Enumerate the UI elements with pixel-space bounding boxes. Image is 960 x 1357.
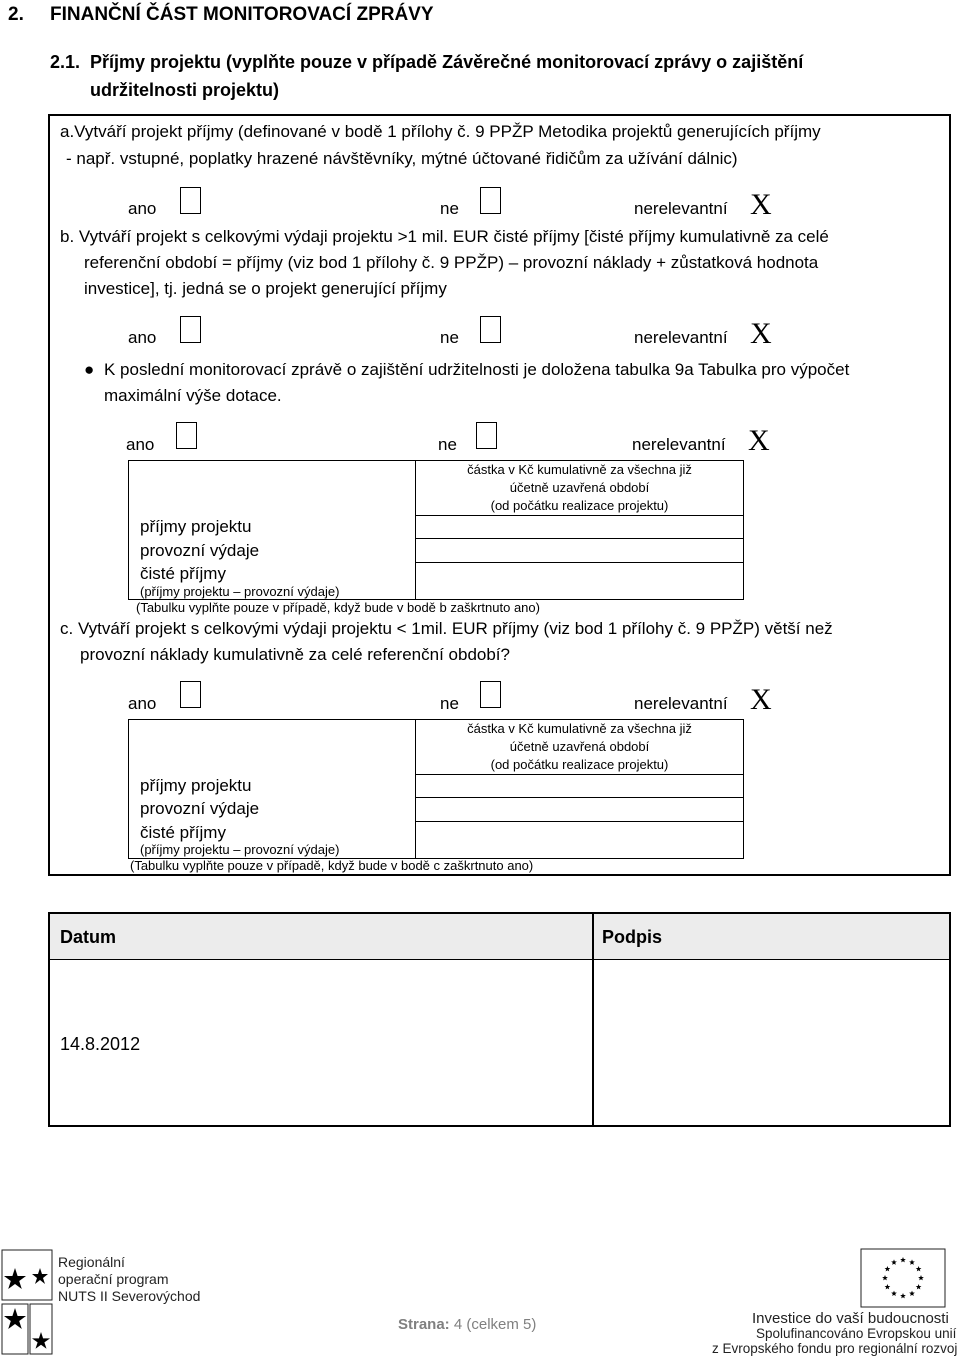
subsection-title-line2: udržitelnosti projektu) — [90, 80, 279, 100]
table-c-note: (Tabulku vyplňte pouze v případě, když bude v bodě c zaškrtnuto ano) — [130, 858, 534, 873]
rop-text-line2: operační program — [58, 1271, 169, 1287]
table-c-row-net: čisté příjmy — [140, 823, 226, 842]
question-b-line1: b. Vytváří projekt s celkovými výdaji projektu >1 mil. EUR čisté příjmy [čisté příjmy kumulativně za celé — [60, 227, 829, 246]
table-c-rule-3 — [415, 821, 744, 822]
signature-header — [50, 914, 949, 960]
table-b-row-income: příjmy projektu — [140, 517, 252, 536]
question-b-yes-checkbox[interactable] — [180, 316, 201, 343]
question-c-no-label: ne — [440, 694, 459, 713]
section-number: 2. — [8, 4, 24, 25]
question-a-line2: - např. vstupné, poplatky hrazené návštěvníky, mýtné účtované řidičům za užívání dálnic) — [66, 149, 738, 168]
question-c-line1: c. Vytváří projekt s celkovými výdaji projektu < 1mil. EUR příjmy (viz bod 1 přílohy č. 9 PPŽP) větší než — [60, 619, 833, 638]
question-c-na-mark[interactable]: X — [750, 683, 772, 716]
page-value: 4 (celkem 5) — [453, 1316, 537, 1333]
signature-block — [48, 912, 951, 1127]
rop-text-line1: Regionální — [58, 1254, 125, 1270]
table-b-header-line1: částka v Kč kumulativně za všechna již — [467, 462, 692, 477]
date-label: Datum — [60, 927, 117, 947]
section-title: FINANČNÍ ČÁST MONITOROVACÍ ZPRÁVY — [50, 4, 434, 25]
eu-text-line1: Investice do vaší budoucnosti — [752, 1310, 949, 1327]
page-label: Strana: — [398, 1316, 450, 1333]
question-b-line3: investice], tj. jedná se o projekt generující příjmy — [84, 279, 447, 298]
table-c-header-line2: účetně uzavřená období — [509, 739, 650, 754]
table-b-rule-2 — [415, 538, 744, 539]
table-b-rule-3 — [415, 562, 744, 563]
table-c-row-expenses: provozní výdaje — [140, 799, 260, 818]
question-a-no-checkbox[interactable] — [480, 187, 501, 214]
bullet-yes-label: ano — [126, 435, 155, 454]
table-b-row-net: čisté příjmy — [140, 564, 226, 583]
question-c-yes-checkbox[interactable] — [180, 681, 201, 708]
question-a-yes-label: ano — [128, 199, 157, 218]
subsection-number: 2.1. — [50, 52, 81, 72]
bullet-yes-checkbox[interactable] — [176, 422, 197, 449]
signature-field[interactable] — [602, 966, 942, 1116]
table-b-note: (Tabulku vyplňte pouze v případě, když bude v bodě b zaškrtnuto ano) — [136, 600, 540, 615]
table-c-rule-1 — [415, 774, 744, 775]
question-a-na-mark[interactable]: X — [750, 188, 772, 221]
eu-flag-icon — [860, 1248, 946, 1308]
question-b-line2: referenční období = příjmy (viz bod 1 přílohy č. 9 PPŽP) – provozní náklady + zůstatková hodnota — [84, 253, 819, 272]
bullet-no-checkbox[interactable] — [476, 422, 497, 449]
date-value[interactable]: 14.8.2012 — [60, 1034, 141, 1054]
table-b-row-net-note: (příjmy projektu – provozní výdaje) — [140, 584, 340, 599]
rop-logo-icon — [0, 1248, 54, 1357]
table-c-header-line1: částka v Kč kumulativně za všechna již — [467, 721, 692, 736]
signature-label: Podpis — [602, 927, 663, 947]
table-b-header-line3: (od počátku realizace projektu) — [490, 498, 669, 513]
bullet-no-label: ne — [438, 435, 457, 454]
question-a-na-label: nerelevantní — [634, 199, 728, 218]
question-a-yes-checkbox[interactable] — [180, 187, 201, 214]
bullet-line2: maximální výše dotace. — [104, 386, 282, 405]
question-b-na-mark[interactable]: X — [750, 317, 772, 350]
bullet-line1: K poslední monitorovací zprávě o zajištění udržitelnosti je doložena tabulka 9a Tabulka pro výpočet — [104, 360, 850, 379]
eu-text-line3: z Evropského fondu pro regionální rozvoj — [712, 1341, 958, 1356]
table-b-header-line2: účetně uzavřená období — [509, 480, 650, 495]
question-c-na-label: nerelevantní — [634, 694, 728, 713]
table-b-row-expenses: provozní výdaje — [140, 541, 260, 560]
eu-text-line2: Spolufinancováno Evropskou unií — [756, 1326, 957, 1341]
signature-divider — [592, 914, 594, 1125]
table-b-rule-1 — [415, 515, 744, 516]
bullet-na-label: nerelevantní — [632, 435, 726, 454]
bullet-na-mark[interactable]: X — [748, 424, 770, 457]
question-b-na-label: nerelevantní — [634, 328, 728, 347]
question-b-no-label: ne — [440, 328, 459, 347]
subsection-title-line1: Příjmy projektu (vyplňte pouze v případě Závěrečné monitorovací zprávy o zajištění — [90, 52, 804, 72]
question-b-no-checkbox[interactable] — [480, 316, 501, 343]
table-c-header-line3: (od počátku realizace projektu) — [490, 757, 669, 772]
table-c-row-income: příjmy projektu — [140, 776, 252, 795]
question-c-yes-label: ano — [128, 694, 157, 713]
question-c-line2: provozní náklady kumulativně za celé referenční období? — [80, 645, 510, 664]
question-b-yes-label: ano — [128, 328, 157, 347]
question-a-line1: a.Vytváří projekt příjmy (definované v bodě 1 přílohy č. 9 PPŽP Metodika projektů generujících příjmy — [60, 122, 821, 141]
question-a-no-label: ne — [440, 199, 459, 218]
table-c-row-net-note: (příjmy projektu – provozní výdaje) — [140, 842, 340, 857]
bullet-icon: ● — [84, 360, 95, 379]
question-c-no-checkbox[interactable] — [480, 681, 501, 708]
page-number — [398, 1316, 536, 1333]
rop-text-line3: NUTS II Severovýchod — [58, 1288, 201, 1304]
table-c-rule-2 — [415, 797, 744, 798]
